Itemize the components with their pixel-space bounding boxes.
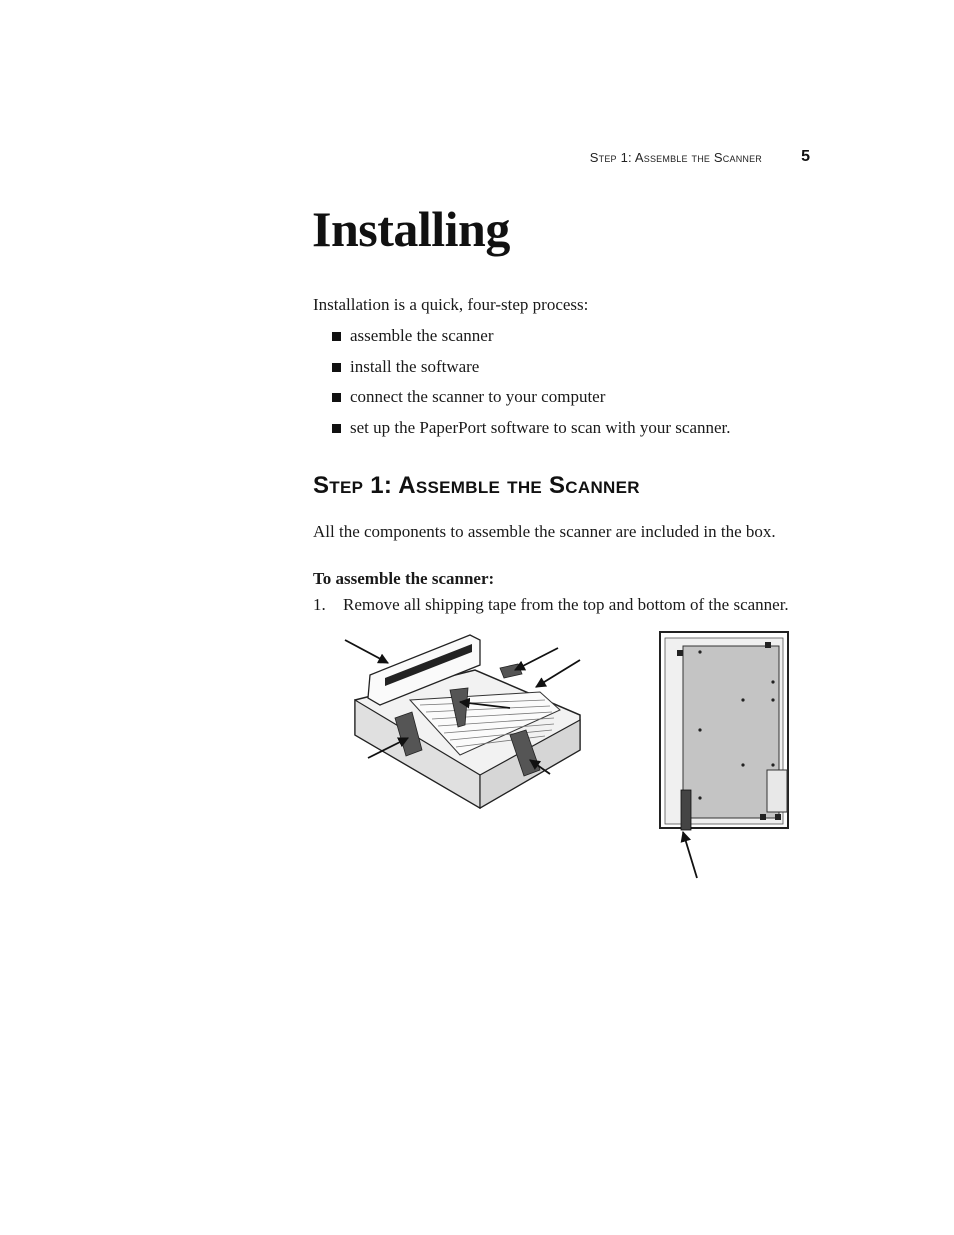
page-number: 5 (801, 148, 810, 165)
scanner-top-illustration (340, 630, 590, 815)
square-bullet-icon (332, 424, 341, 433)
list-item: assemble the scanner (332, 324, 731, 355)
page-title: Installing (312, 201, 510, 257)
install-steps-list (332, 324, 731, 446)
square-bullet-icon (332, 332, 341, 341)
square-bullet-icon (332, 393, 341, 402)
scanner-bottom-illustration (655, 630, 795, 880)
procedure-heading: To assemble the scanner: (313, 569, 495, 588)
step-number: 1. (313, 595, 326, 614)
list-item: install the software (332, 355, 731, 386)
section-paragraph: All the components to assemble the scanner are included in the box. (313, 522, 776, 541)
list-item: set up the PaperPort software to scan with your scanner. (332, 416, 731, 447)
running-head-title: Step 1: Assemble the Scanner (589, 150, 762, 165)
running-head (560, 148, 810, 168)
section-heading: Step 1: Assemble the Scanner (313, 472, 640, 499)
square-bullet-icon (332, 363, 341, 372)
step-text: Remove all shipping tape from the top and bottom of the scanner. (343, 595, 789, 614)
list-item: connect the scanner to your computer (332, 385, 731, 416)
intro-paragraph: Installation is a quick, four-step process: (313, 295, 589, 314)
